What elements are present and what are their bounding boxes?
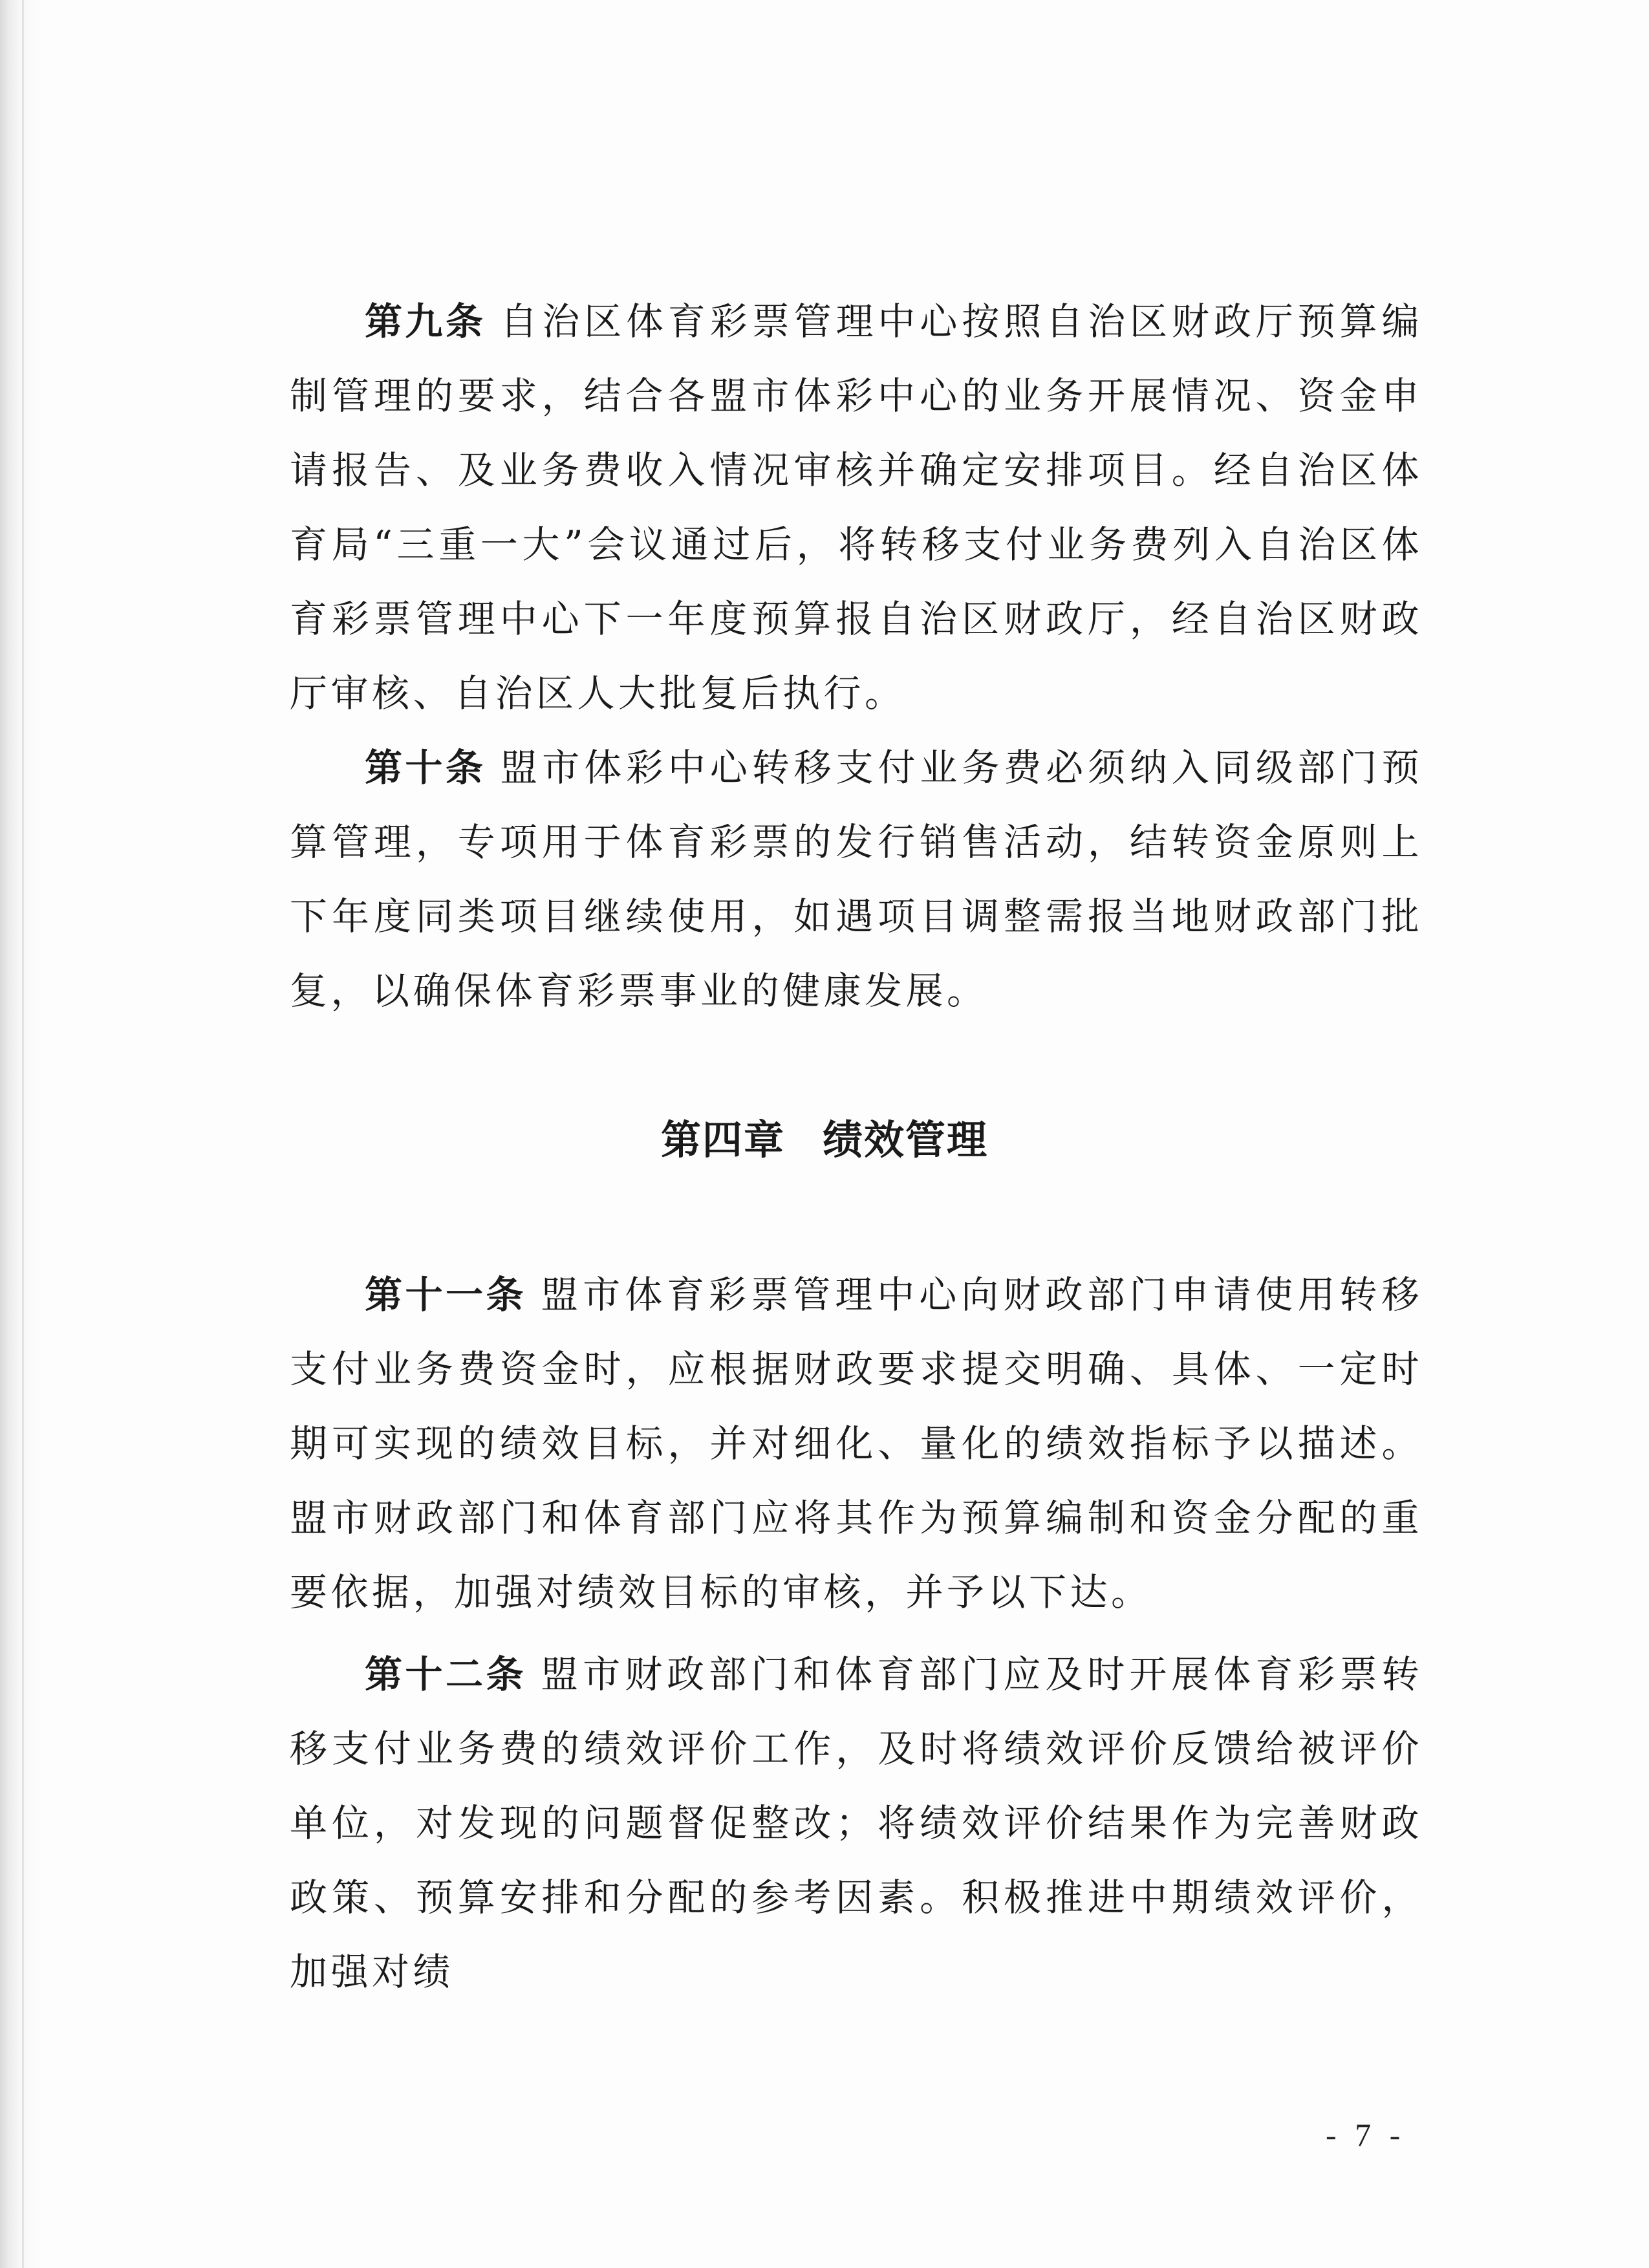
article-11-body: 盟市体育彩票管理中心向财政部门申请使用转移支付业务费资金时，应根据财政要求提交明确、具体、一定时期可实现的绩效目标，并对细化、量化的绩效指标予以描述。盟市财政部门和体育部门应将其作为预算编制和资金分配的重要依据，加强对绩效目标的审核，并予以下达。 xyxy=(290,1273,1423,1614)
article-12-label: 第十二条 xyxy=(365,1652,527,1696)
article-11 xyxy=(290,1258,1423,1630)
chapter-number: 第四章 xyxy=(660,1116,785,1163)
article-9-body: 自治区体育彩票管理中心按照自治区财政厅预算编制管理的要求，结合各盟市体彩中心的业务开展情况、资金申请报告、及业务费收入情况审核并确定安排项目。经自治区体育局“三重一大”会议通过后，将转移支付业务费列入自治区体育彩票管理中心下一年度预算报自治区财政厅，经自治区财政厅审核、自治区人大批复后执行。 xyxy=(290,299,1423,715)
article-10-label: 第十条 xyxy=(365,746,486,790)
article-10 xyxy=(290,731,1423,1028)
article-12 xyxy=(290,1637,1423,2009)
page-number: - 7 - xyxy=(1326,2117,1406,2153)
chapter-heading xyxy=(0,1111,1649,1169)
article-12-body: 盟市财政部门和体育部门应及时开展体育彩票转移支付业务费的绩效评价工作，及时将绩效评价反馈给被评价单位，对发现的问题督促整改；将绩效评价结果作为完善财政政策、预算安排和分配的参考因素。积极推进中期绩效评价，加强对绩 xyxy=(290,1652,1423,1994)
article-9-label: 第九条 xyxy=(365,299,486,343)
article-10-body: 盟市体彩中心转移支付业务费必须纳入同级部门预算管理，专项用于体育彩票的发行销售活动，结转资金原则上下年度同类项目继续使用，如遇项目调整需报当地财政部门批复，以确保体育彩票事业的健康发展。 xyxy=(290,746,1423,1013)
article-11-label: 第十一条 xyxy=(365,1273,527,1317)
chapter-title-text: 绩效管理 xyxy=(823,1116,989,1163)
article-9 xyxy=(290,285,1423,731)
